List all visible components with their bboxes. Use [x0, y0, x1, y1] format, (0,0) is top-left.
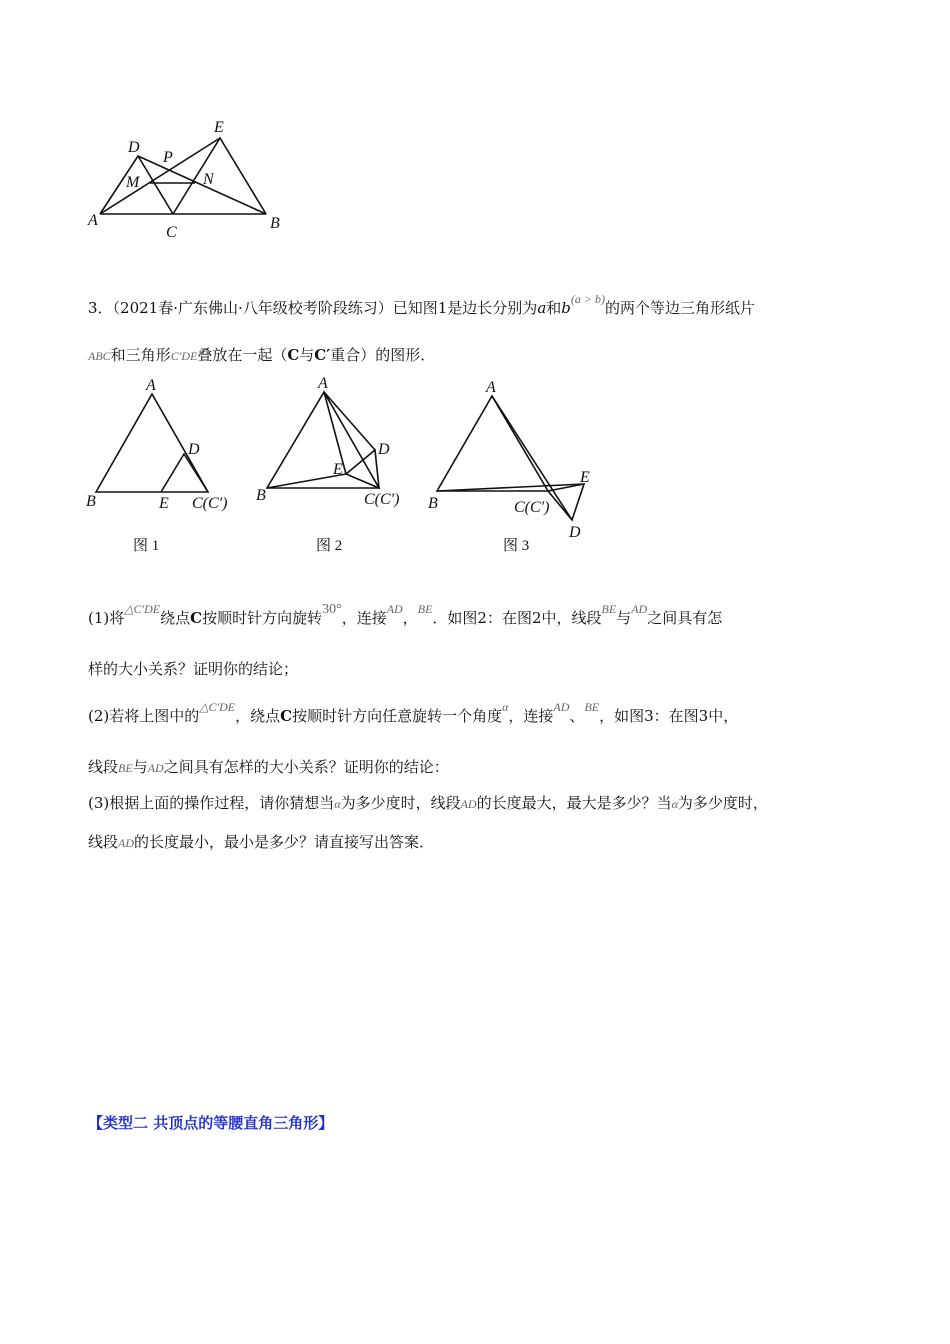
text-segment: ．如图2：在图2中，线段: [432, 609, 602, 627]
problem-source: （2021春·广东佛山·八年级校考阶段练习）: [112, 299, 393, 317]
fig1-label-cc: C(C′): [192, 495, 228, 512]
text-segment: 已知图1是边长分别为: [392, 299, 538, 317]
text-segment: 为多少度时，: [677, 794, 768, 812]
problem3-line2: [88, 345, 435, 366]
fig3-triangle-cde: [548, 484, 584, 520]
text-segment: 线段: [88, 758, 119, 776]
text-segment: 的长度最小，最小是多少？请直接写出答案．: [134, 833, 435, 851]
text-segment: 与: [132, 758, 148, 776]
text-segment: 的两个等边三角形纸片: [604, 299, 755, 317]
text-segment: 按顺时针方向任意旋转一个角度: [292, 707, 503, 725]
var-b: b: [561, 299, 571, 317]
text-segment: (3)根据上面的操作过程，请你猜想当: [88, 794, 335, 812]
fig3-label-b: B: [428, 495, 438, 512]
fig1-label-e: E: [159, 495, 169, 512]
alpha: α: [334, 797, 341, 811]
segment-be: BE: [601, 602, 617, 616]
fig2-label-d: D: [378, 441, 390, 458]
text-segment: ，: [402, 609, 418, 627]
segment-be: BE: [118, 761, 133, 775]
segment-ad: AD: [147, 761, 164, 775]
question3-line1: [88, 793, 768, 814]
text-segment: 之间具有怎样的大小关系？证明你的结论：: [163, 758, 449, 776]
fig2-label-b: B: [256, 487, 266, 504]
fig2-label-e: E: [333, 461, 343, 478]
triangle-abc: ABC: [88, 349, 111, 363]
segment-ad: AD: [553, 700, 570, 714]
var-a: a: [537, 299, 547, 317]
text-segment: 和三角形: [110, 346, 171, 364]
text-segment: 之间具有怎: [647, 609, 723, 627]
text-segment: 和: [546, 299, 562, 317]
question2-line2: [88, 757, 449, 778]
fig3-label-cc: C(C′): [514, 499, 550, 516]
fig-top-line-c-e-b: [173, 138, 266, 214]
problem-number: 3．: [88, 299, 113, 317]
condition-a-gt-b: (a > b): [570, 292, 605, 306]
text-segment: 与: [616, 609, 632, 627]
fig2-label-a: A: [318, 375, 328, 392]
text-segment: ，绕点: [235, 707, 281, 725]
fig2-triangle-abc: [267, 392, 379, 488]
text-segment: 叠放在一起（: [197, 346, 288, 364]
degree-30: 30°: [322, 602, 342, 617]
fig3-triangle-abc: [437, 396, 548, 491]
question1-line1: [88, 602, 723, 630]
segment-be: BE: [417, 602, 433, 616]
fig3-label-d: D: [569, 524, 581, 541]
fig1-triangle-cde: [161, 454, 208, 492]
fig-top-label-e: E: [214, 119, 224, 136]
text-segment: ，连接: [508, 707, 554, 725]
segment-ad: AD: [460, 797, 477, 811]
segment-ad: AD: [631, 602, 648, 616]
fig1-caption: 图 1: [133, 538, 160, 554]
alpha: α: [671, 797, 678, 811]
text-segment: 绕点: [160, 609, 191, 627]
text-segment: ，连接: [341, 609, 387, 627]
text-segment: 的长度最大，最大是多少？当: [476, 794, 672, 812]
text-segment: 按顺时针方向旋转: [202, 609, 323, 627]
text-segment: 为多少度时，线段: [340, 794, 461, 812]
segment-ad: AD: [118, 836, 135, 850]
point-c: C: [280, 707, 293, 725]
text-segment: ，如图3：在图3中，: [599, 707, 739, 725]
fig-top-label-a: A: [88, 212, 98, 229]
triangle-cde: C′DE: [170, 349, 198, 363]
fig3-caption: 图 3: [503, 538, 530, 554]
section-title: 【类型二 共顶点的等腰直角三角形】: [88, 1114, 334, 1132]
fig-top-label-b: B: [270, 215, 280, 232]
fig2-caption: 图 2: [316, 538, 343, 554]
point-c: C: [190, 609, 203, 627]
text-segment: 重合）的图形．: [330, 346, 436, 364]
text-segment: 线段: [88, 833, 119, 851]
fig-top-label-c: C: [166, 224, 177, 241]
fig3-label-a: A: [486, 379, 496, 396]
question2-line1: [88, 700, 739, 727]
question3-line2: [88, 832, 434, 853]
problem3-line1: [88, 292, 755, 319]
fig-top-line-d-b: [138, 156, 266, 214]
fig1-label-b: B: [86, 493, 96, 510]
angle-cde: △C′DE: [124, 602, 161, 616]
fig-top-label-p: P: [163, 149, 173, 166]
text-segment: 与: [299, 346, 315, 364]
fig-top-label-m: M: [126, 174, 140, 191]
fig-top-label-n: N: [203, 171, 214, 188]
fig-top-line-a-e: [100, 138, 220, 214]
fig-top-label-d: D: [128, 139, 140, 156]
alpha: α: [502, 700, 509, 714]
point-c-prime: C′: [314, 346, 331, 364]
segment-be: BE: [584, 700, 600, 714]
fig2-triangle-cde: [346, 450, 379, 488]
fig1-label-d: D: [188, 441, 200, 458]
fig1-label-a: A: [146, 377, 156, 394]
fig2-label-cc: C(C′): [364, 491, 400, 508]
point-c: C: [287, 346, 300, 364]
angle-cde: △C′DE: [199, 700, 236, 714]
text-segment: (1)将: [88, 609, 125, 627]
fig3-label-e: E: [580, 469, 590, 486]
text-segment: 、: [569, 707, 585, 725]
segment-ad: AD: [386, 602, 403, 616]
top-figure: [0, 0, 950, 260]
question1-line2: 样的大小关系？证明你的结论；: [88, 660, 299, 678]
text-segment: (2)若将上图中的: [88, 707, 200, 725]
